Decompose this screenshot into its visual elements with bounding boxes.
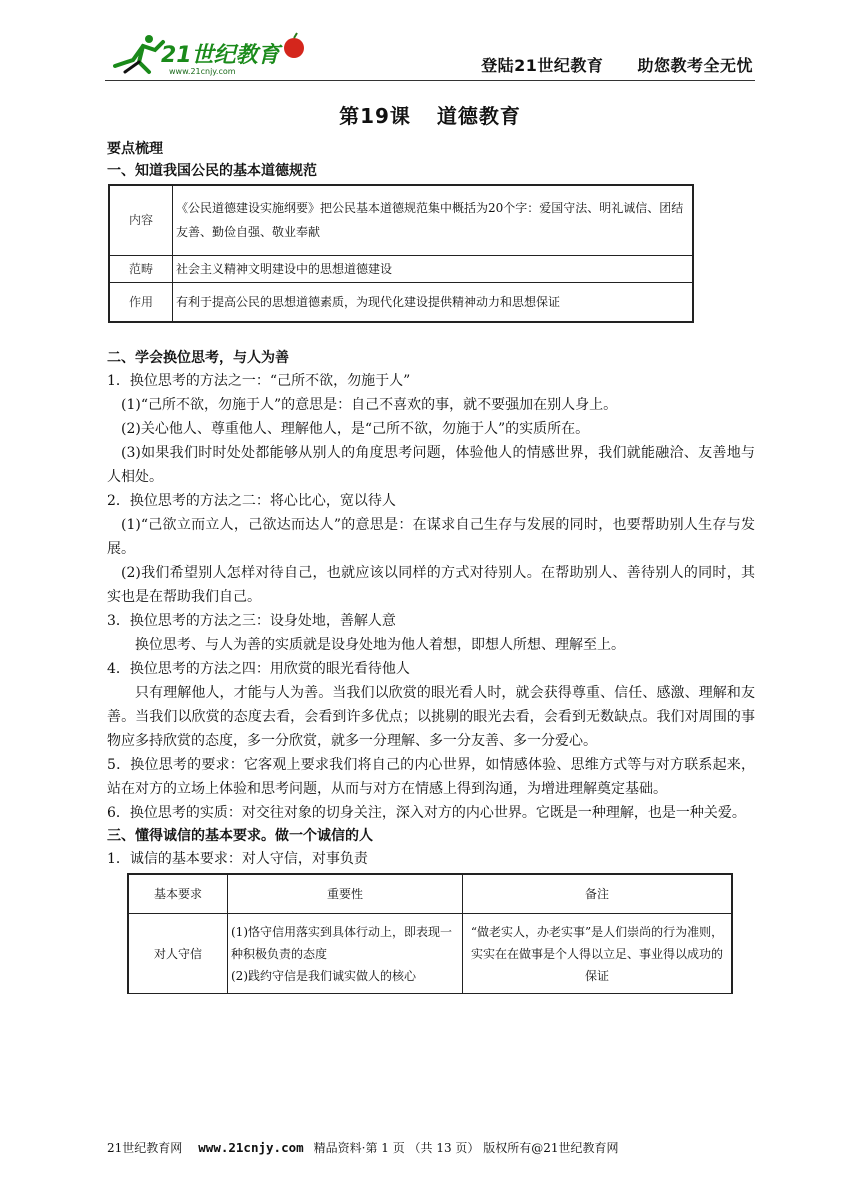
header-slogan-1: 登陆21世纪教育 <box>481 56 604 75</box>
paragraph: (1)“己所不欲，勿施于人”的意思是：自己不喜欢的事，就不要强加在别人身上。 <box>121 397 618 413</box>
table-cell-key: 内容 <box>109 185 173 255</box>
table-cell-value: 《公民道德建设实施纲要》把公民基本道德规范集中概括为20个字：爱国守法、明礼诚信、团结友善、勤俭自强、敬业奉献 <box>173 185 694 255</box>
paragraph: 换位思考、与人为善的实质就是设身处地为他人着想，即想人所想、理解至上。 <box>135 637 625 653</box>
table-row <box>109 282 693 322</box>
section-3-heading: 三、懂得诚信的基本要求。做一个诚信的人 <box>107 828 373 844</box>
table-row <box>109 185 693 255</box>
running-figure-icon <box>115 35 163 72</box>
paragraph: 6．换位思考的实质：对交往对象的切身关注，深入对方的内心世界。它既是一种理解，也是一种关爱。 <box>107 805 746 821</box>
paragraph: 1．换位思考的方法之一：“己所不欲，勿施于人” <box>107 373 411 389</box>
paragraph: 5．换位思考的要求：它客观上要求我们将自己的内心世界，如情感体验、思维方式等与对方联系起来，站在对方的立场上体验和思考问题，从而与对方在情感上得到沟通，为增进理解奠定基础。 <box>107 757 755 797</box>
svg-text:www.21cnjy.com: www.21cnjy.com <box>169 67 236 76</box>
footer-site: 21世纪教育网 <box>107 1141 183 1155</box>
page-footer <box>107 1139 757 1156</box>
table-cell: “做老实人，办老实事”是人们崇尚的行为准则，实实在在做事是个人得以立足、事业得以成功的保证 <box>463 914 733 994</box>
paragraph: (2)我们希望别人怎样对待自己，也就应该以同样的方式对待别人。在帮助别人、善待别人的同时，其实也是在帮助我们自己。 <box>107 565 755 605</box>
paragraph: 1．诚信的基本要求：对人守信，对事负责 <box>107 851 368 867</box>
paragraph: 4．换位思考的方法之四：用欣赏的眼光看待他人 <box>107 661 410 677</box>
importance-line: (1)恪守信用落实到具体行动上，即表现一种积极负责的态度 <box>231 924 452 961</box>
section-2-heading: 二、学会换位思考，与人为善 <box>107 350 289 366</box>
table-cell-value: 有利于提高公民的思想道德素质，为现代化建设提供精神动力和思想保证 <box>173 282 694 322</box>
section-label: 要点梳理 <box>107 141 163 157</box>
paragraph: (1)“己欲立而立人，己欲达而达人”的意思是：在谋求自己生存与发展的同时，也要帮助别人生存与发展。 <box>107 517 755 557</box>
table-cell-key: 范畴 <box>109 255 173 282</box>
table-cell <box>228 914 463 994</box>
table-cell-value: 社会主义精神文明建设中的思想道德建设 <box>173 255 694 282</box>
table-header-cell: 基本要求 <box>128 874 228 914</box>
svg-text:21世纪教育: 21世纪教育 <box>161 43 280 68</box>
page-header <box>105 28 755 81</box>
table-header-cell: 重要性 <box>228 874 463 914</box>
paragraph: 3．换位思考的方法之三：设身处地，善解人意 <box>107 613 396 629</box>
table-cell: 对人守信 <box>128 914 228 994</box>
table-header-row <box>128 874 732 914</box>
paragraph: 只有理解他人，才能与人为善。当我们以欣赏的眼光看人时，就会获得尊重、信任、感激、理解和友善。当我们以欣赏的态度去看，会看到许多优点；以挑剔的眼光去看，会看到无数缺点。我们对周围的事物应多持欣赏的态度，多一分欣赏，就多一分理解、多一分友善、多一分爱心。 <box>107 685 755 749</box>
footer-info: 精品资料·第 1 页 （共 13 页） 版权所有@21世纪教育网 <box>313 1141 619 1155</box>
header-slogan-2: 助您教考全无忧 <box>637 56 753 75</box>
table-row <box>109 255 693 282</box>
footer-url[interactable]: www.21cnjy.com <box>198 1140 304 1155</box>
paragraph: (3)如果我们时时处处都能够从别人的角度思考问题，体验他人的情感世界，我们就能融洽、友善地与人相处。 <box>107 445 755 485</box>
moral-norms-table <box>108 184 694 323</box>
site-logo <box>109 32 309 76</box>
apple-icon <box>284 38 304 58</box>
section-1-heading: 一、知道我国公民的基本道德规范 <box>107 163 317 179</box>
table-row <box>128 914 732 994</box>
page-title <box>0 100 860 129</box>
table-cell-key: 作用 <box>109 282 173 322</box>
paragraph: 2．换位思考的方法之二：将心比心，宽以待人 <box>107 493 396 509</box>
importance-line: (2)践约守信是我们诚实做人的核心 <box>231 968 416 983</box>
main-content <box>107 138 755 994</box>
table-header-cell: 备注 <box>463 874 733 914</box>
lesson-name: 道德教育 <box>436 104 521 128</box>
lesson-number: 第19课 <box>339 104 411 128</box>
integrity-table <box>127 873 733 994</box>
paragraph: (2)关心他人、尊重他人、理解他人，是“己所不欲，勿施于人”的实质所在。 <box>121 421 590 437</box>
